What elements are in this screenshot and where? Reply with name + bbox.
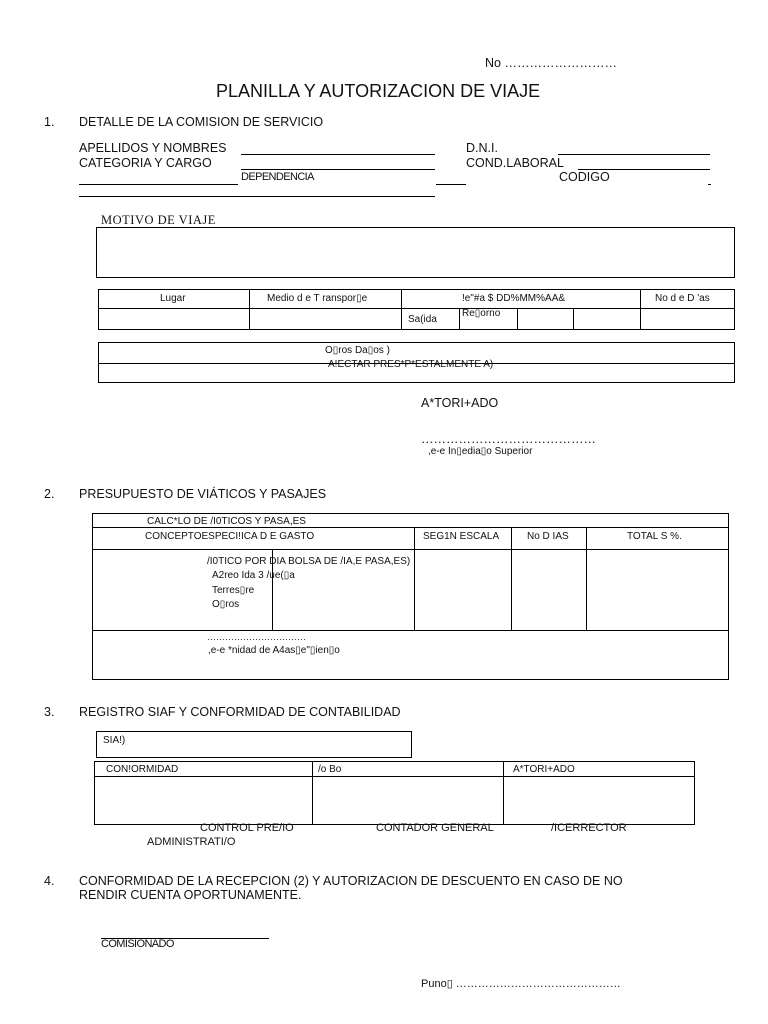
- motivo-label: MOTIVO DE VIAJE: [101, 213, 216, 227]
- categoria-line[interactable]: [241, 169, 435, 170]
- conformidad-header-line: [94, 776, 695, 777]
- contador-label: CONTADOR GENERAL: [376, 822, 494, 834]
- dependencia-label: DEPENDENCIA: [241, 171, 314, 183]
- apellidos-label: APELLIDOS Y NOMBRES: [79, 141, 227, 155]
- dni-label: D.N.I.: [466, 141, 498, 155]
- viaticos-signature-dots: ……………………………: [207, 632, 306, 642]
- jefe-unidad-label: ,e-e *nidad de A4as▯e"▯ien▯o: [208, 645, 340, 656]
- codigo-line[interactable]: [708, 184, 711, 185]
- afectar-label: A!ECTAR PRES*P*ESTALMENTE A): [328, 359, 494, 370]
- conformidad-table: [94, 761, 695, 825]
- conformidad-col-divider-2: [503, 761, 504, 825]
- salida-label: Sa(ida: [408, 314, 437, 325]
- row-terrestre: Terres▯re: [212, 585, 255, 596]
- administrativo-label: ADMINISTRATI/O: [147, 836, 236, 848]
- siaf-label: SIA!): [103, 735, 126, 746]
- col-lugar: Lugar: [160, 293, 186, 304]
- section2-number: 2.: [44, 487, 55, 501]
- col-concepto: CONCEPTOESPECI!ICA D E GASTO: [145, 531, 315, 542]
- section1-number: 1.: [44, 115, 55, 129]
- puno-date: Puno▯ ………………………………………: [421, 978, 621, 990]
- travel-col-divider-4: [459, 308, 460, 330]
- siaf-box[interactable]: [96, 731, 412, 758]
- calculo-title: CALC*LO DE /I0TICOS Y PASA,ES: [147, 516, 306, 527]
- col-vobo: /o Bo: [318, 764, 342, 775]
- travel-col-divider-2: [401, 289, 402, 330]
- row-aereo: A2reo Ida 3 /ue(▯a: [212, 570, 295, 581]
- col-fecha: !e"#a $ DD%MM%AA&: [462, 293, 566, 304]
- document-number: No ………………………: [485, 56, 617, 70]
- travel-col-divider-5: [517, 308, 518, 330]
- retorno-label: Re▯orno: [462, 308, 501, 319]
- travel-col-divider-1: [249, 289, 250, 330]
- travel-col-divider-3: [640, 289, 641, 330]
- conformidad-col-divider-1: [312, 761, 313, 825]
- control-previo-label: CONTROL PRE/IO: [200, 822, 294, 834]
- section1-heading: DETALLE DE LA COMISION DE SERVICIO: [79, 115, 324, 129]
- section4-text-line2: RENDIR CUENTA OPORTUNAMENTE.: [79, 888, 302, 902]
- col-dias: No d e D 'as: [655, 293, 710, 304]
- extra-line[interactable]: [79, 196, 435, 197]
- section2-heading: PRESUPUESTO DE VIÁTICOS Y PASAJES: [79, 487, 327, 501]
- col-medio-transporte: Medio d e T ranspor▯e: [267, 293, 368, 304]
- cond-laboral-label: COND.LABORAL: [466, 156, 564, 170]
- otros-datos-label: O▯ros Da▯os ): [325, 345, 390, 356]
- viaticos-col-divider-2: [511, 527, 512, 630]
- viaticos-header-line-2: [92, 549, 729, 550]
- dni-line[interactable]: [558, 154, 710, 155]
- page-title: PLANILLA Y AUTORIZACION DE VIAJE: [216, 81, 541, 101]
- row-otros: O▯ros: [212, 599, 240, 610]
- viaticos-body-line: [92, 630, 729, 631]
- dependencia-line-2[interactable]: [436, 184, 466, 185]
- row-viatico: /I0TICO POR DIA BOLSA DE /IA,E PASA,ES): [207, 556, 411, 567]
- section3-number: 3.: [44, 705, 55, 719]
- categoria-label: CATEGORIA Y CARGO: [79, 156, 212, 170]
- col-total: TOTAL S %.: [627, 531, 682, 542]
- col-no-dias: No D IAS: [527, 531, 569, 542]
- col-conformidad: CON!ORMIDAD: [106, 764, 179, 775]
- dependencia-line[interactable]: [79, 184, 238, 185]
- signature-dots: ……………………………………: [421, 432, 596, 446]
- codigo-label: CODIGO: [559, 170, 610, 184]
- jefe-inmediato-label: ,e-e In▯edia▯o Superior: [428, 446, 533, 457]
- section3-heading: REGISTRO SIAF Y CONFORMIDAD DE CONTABILIDAD: [79, 705, 401, 719]
- comisionado-label: COMISIONADO: [101, 938, 174, 950]
- travel-col-divider-6: [573, 308, 574, 330]
- viaticos-header-line: [92, 527, 729, 528]
- col-autorizado: A*TORI+ADO: [513, 764, 575, 775]
- viaticos-col-divider-1: [414, 527, 415, 630]
- autorizado-label: A*TORI+ADO: [421, 396, 499, 410]
- viaticos-col-divider-3: [586, 527, 587, 630]
- section4-number: 4.: [44, 874, 55, 888]
- section4-text-line1: CONFORMIDAD DE LA RECEPCION (2) Y AUTORIZACION DE DESCUENTO EN CASO DE NO: [79, 874, 623, 888]
- apellidos-line[interactable]: [241, 154, 435, 155]
- col-segun-escala: SEG1N ESCALA: [423, 531, 500, 542]
- motivo-box[interactable]: [96, 227, 735, 278]
- vicerrector-label: /ICERRECTOR: [551, 822, 627, 834]
